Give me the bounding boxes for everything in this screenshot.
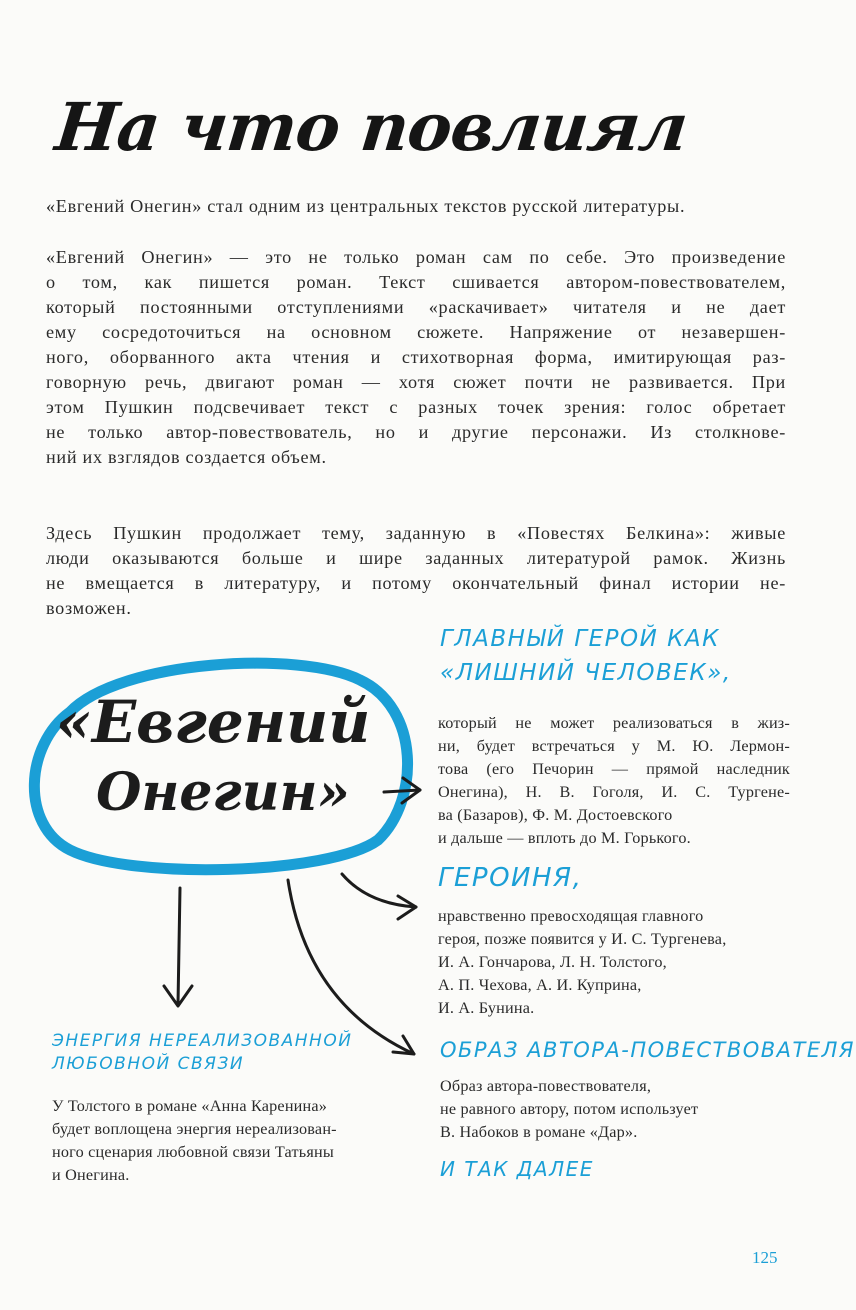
oval-title-line: Онегин» (96, 762, 350, 823)
paragraph-line: говорную речь, двигают роман — хотя сюжет почти не развивается. При (46, 372, 786, 392)
paragraph-line: возможен. (46, 598, 132, 618)
author-image-heading: ОБРАЗ АВТОРА-ПОВЕСТВОВАТЕЛЯ (440, 1038, 856, 1062)
paragraph-line: не только автор-повествователь, но и другие персонажи. Из столкнове- (46, 422, 786, 442)
paragraph-line: ного, оборванного акта чтения и стихотворная форма, имитирующая раз- (46, 347, 786, 367)
paragraph-line: ему сосредоточиться на основном сюжете. Напряжение от незавершен- (46, 322, 786, 342)
text-line: нравственно превосходящая главного (438, 907, 704, 925)
main-hero-heading (440, 622, 732, 690)
text-line: ного сценария любовной связи Татьяны (52, 1143, 334, 1161)
text-line: И. А. Гончарова, Л. Н. Толстого, (438, 953, 667, 971)
text-line: ни, будет встречаться у М. Ю. Лермон- (438, 737, 790, 755)
text-line: това (его Печорин — прямой наследник (438, 760, 790, 778)
text-line: не равного автору, потом использует (440, 1100, 699, 1118)
heroine-heading: ГЕРОИНЯ, (438, 863, 583, 893)
paragraph-line: этом Пушкин подсвечивает текст с разных точек зрения: голос обретает (46, 397, 786, 417)
heading-line: ЛЮБОВНОЙ СВЯЗИ (52, 1054, 245, 1074)
text-line: И. А. Бунина. (438, 999, 535, 1017)
paragraph-3 (46, 521, 786, 621)
text-line: и дальше — вплоть до М. Горького. (438, 829, 691, 847)
paragraph-line: который постоянными отступлениями «раскачивает» читателя и не дает (46, 297, 786, 317)
heading-line: ГЛАВНЫЙ ГЕРОЙ КАК (440, 626, 720, 652)
paragraph-line: люди оказываются больше и шире заданных литературой рамок. Жизнь (46, 548, 786, 568)
arrow-author-icon (288, 880, 414, 1054)
oval-title (48, 676, 378, 846)
page-title: На что повлиял (51, 88, 691, 166)
paragraph-line: ний их взглядов создается объем. (46, 447, 327, 467)
arrow-down-icon (164, 888, 192, 1006)
etc-heading: И ТАК ДАЛЕЕ (440, 1157, 594, 1181)
arrow-heroine-icon (342, 874, 416, 919)
paragraph-line: «Евгений Онегин» — это не только роман сам по себе. Это произведение (46, 247, 786, 267)
text-line: В. Набоков в романе «Дар». (440, 1123, 638, 1141)
energy-heading (52, 1030, 352, 1076)
text-line: будет воплощена энергия нереализован- (52, 1120, 337, 1138)
author-image-text (440, 1075, 785, 1144)
text-line: У Толстого в романе «Анна Каренина» (52, 1097, 328, 1115)
heading-line: ЭНЕРГИЯ НЕРЕАЛИЗОВАННОЙ (52, 1031, 353, 1051)
main-hero-text (438, 712, 790, 850)
energy-text (52, 1095, 412, 1187)
heading-line: «ЛИШНИЙ ЧЕЛОВЕК», (440, 660, 732, 686)
text-line: и Онегина. (52, 1166, 130, 1184)
paragraph-line: Здесь Пушкин продолжает тему, заданную в «Повестях Белкина»: живые (46, 523, 786, 543)
text-line: Образ автора-повествователя, (440, 1077, 652, 1095)
paragraph-2 (46, 245, 786, 470)
text-line: который не может реализоваться в жиз- (438, 714, 790, 732)
page-number: 125 (752, 1248, 778, 1267)
text-line: Онегина), Н. В. Гоголя, И. С. Тургене- (438, 783, 790, 801)
oval-title-line: «Евгений (55, 688, 371, 756)
text-line: ва (Базаров), Ф. М. Достоевского (438, 806, 673, 824)
intro-paragraph: «Евгений Онегин» стал одним из центральных текстов русской литературы. (46, 196, 686, 216)
text-line: А. П. Чехова, А. И. Куприна, (438, 976, 642, 994)
heroine-text (438, 905, 768, 1020)
paragraph-line: о том, как пишется роман. Текст сшивается автором-повествователем, (46, 272, 786, 292)
text-line: героя, позже появится у И. С. Тургенева, (438, 930, 727, 948)
paragraph-line: не вмещается в литературу, и потому окончательный финал истории не- (46, 573, 786, 593)
